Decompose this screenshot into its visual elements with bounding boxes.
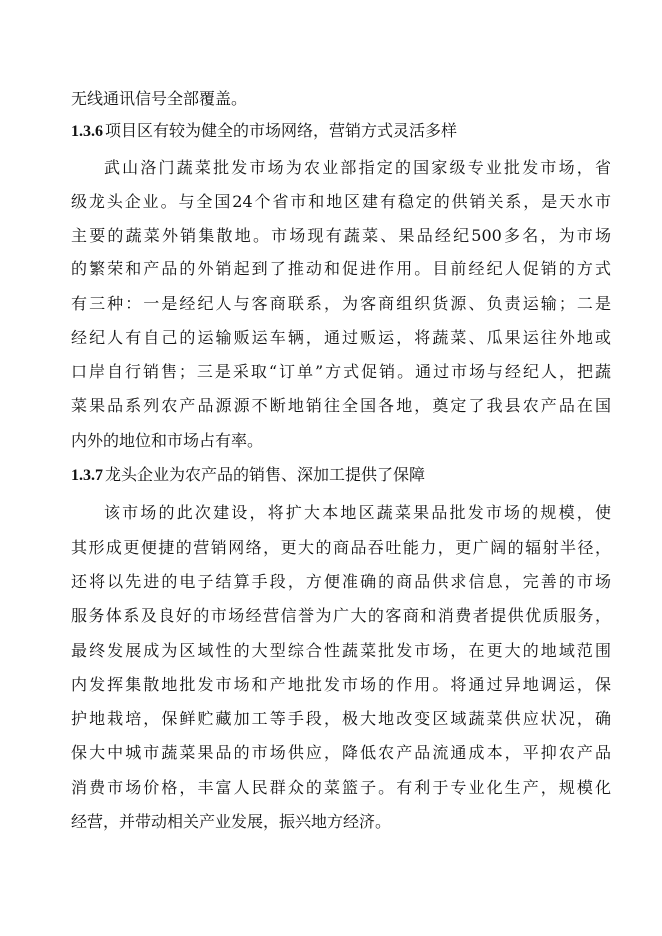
text-line: 主要的蔬菜外销集散地。市场现有蔬菜、果品经纪500多名，为市场 — [71, 226, 611, 245]
text-line: 护地栽培，保鲜贮藏加工等手段，极大地改变区域蔬菜供应状况，确 — [71, 709, 611, 728]
text-line: 口岸自行销售；三是采取“订单”方式促销。通过市场与经纪人，把蔬 — [71, 362, 611, 381]
text-line: 有三种：一是经纪人与客商联系，为客商组织货源、负责运输；二是 — [71, 294, 611, 313]
text-line: 级龙头企业。与全国24个省市和地区建有稳定的供销关系，是天水市 — [71, 192, 611, 211]
text-line: 武山洛门蔬菜批发市场为农业部指定的国家级专业批发市场，省 — [104, 158, 611, 177]
text-line: 内发挥集散地批发市场和产地批发市场的作用。将通过异地调运，保 — [71, 675, 611, 694]
text-line: 内外的地位和市场占有率。 — [71, 431, 264, 450]
text-line: 该市场的此次建设，将扩大本地区蔬菜果品批发市场的规模，使 — [104, 503, 611, 522]
text-line: 消费市场价格，丰富人民群众的菜篮子。有利于专业化生产，规模化 — [71, 778, 611, 797]
section-title: 项目区有较为健全的市场网络，营销方式灵活多样 — [105, 121, 458, 140]
text-line: 其形成更便捷的营销网络，更大的商品吞吐能力，更广阔的辐射半径， — [71, 538, 611, 557]
text-line: 经纪人有自己的运输贩运车辆，通过贩运，将蔬菜、瓜果运往外地或 — [71, 328, 611, 347]
section-heading-1-3-6 — [71, 115, 457, 147]
section-title: 龙头企业为农产品的销售、深加工提供了保障 — [105, 465, 426, 484]
section-heading-1-3-7 — [71, 459, 425, 491]
text-line: 最终发展成为区域性的大型综合性蔬菜批发市场，在更大的地域范围 — [71, 641, 611, 660]
section-number: 1.3.6 — [71, 123, 103, 140]
section-number: 1.3.7 — [71, 467, 103, 484]
text-line: 无线通讯信号全部覆盖。 — [71, 89, 248, 108]
text-line: 保大中城市蔬菜果品的市场供应，降低农产品流通成本，平抑农产品 — [71, 743, 611, 762]
text-line: 服务体系及良好的市场经营信誉为广大的客商和消费者提供优质服务， — [71, 606, 611, 625]
text-line: 还将以先进的电子结算手段，方便准确的商品供求信息，完善的市场 — [71, 572, 611, 591]
text-line: 经营，并带动相关产业发展，振兴地方经济。 — [71, 812, 392, 831]
text-line: 的繁荣和产品的外销起到了推动和促进作用。目前经纪人促销的方式 — [71, 259, 611, 278]
text-line: 菜果品系列农产品源源不断地销往全国各地，奠定了我县农产品在国 — [71, 396, 611, 415]
